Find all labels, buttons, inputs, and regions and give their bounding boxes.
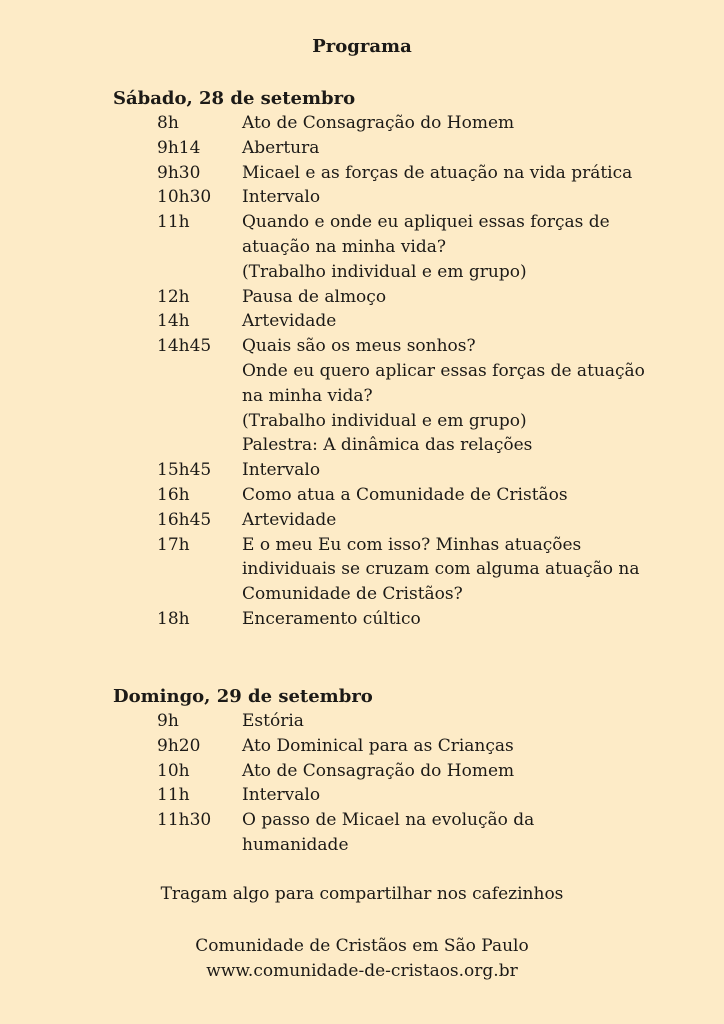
schedule-description-line: (Trabalho individual e em grupo): [242, 410, 527, 431]
schedule-description: [242, 783, 662, 808]
schedule-description: [242, 309, 662, 334]
schedule-item: [113, 161, 673, 186]
schedule-description-line: humanidade: [242, 834, 349, 855]
schedule-item: [113, 607, 673, 632]
schedule-item: [113, 334, 673, 458]
schedule-item: [113, 210, 673, 284]
schedule-description-line: Intervalo: [242, 460, 321, 481]
schedule-description: [242, 607, 662, 632]
day-section-sabado: [113, 86, 673, 632]
schedule-item: [113, 111, 673, 136]
schedule-description-line: (Trabalho individual e em grupo): [242, 261, 527, 282]
schedule-description: [242, 334, 662, 458]
schedule-time: 10h: [157, 760, 190, 781]
schedule-description-line: E o meu Eu com isso? Minhas atuações: [242, 534, 582, 555]
schedule-description: [242, 111, 662, 136]
schedule-item: [113, 783, 673, 808]
schedule-description: [242, 458, 662, 483]
schedule-item: [113, 533, 673, 607]
schedule-description-line: Micael e as forças de atuação na vida prática: [242, 162, 633, 183]
schedule-time: 16h45: [157, 509, 212, 530]
day-heading: Sábado, 28 de setembro: [113, 88, 356, 109]
schedule-item: [113, 285, 673, 310]
schedule-description: [242, 734, 662, 759]
schedule-description-line: Ato de Consagração do Homem: [242, 113, 515, 133]
schedule-description-line: O passo de Micael na evolução da: [242, 810, 535, 831]
schedule-description-line: Ato de Consagração do Homem: [242, 760, 515, 781]
page-title: Programa: [312, 36, 412, 57]
schedule-description: [242, 508, 662, 533]
schedule-description-line: Ato Dominical para as Crianças: [242, 735, 514, 756]
schedule-time: 9h14: [157, 137, 201, 158]
schedule-description-line: na minha vida?: [242, 385, 373, 406]
schedule-time: 16h: [157, 484, 190, 505]
schedule-description-line: atuação na minha vida?: [242, 236, 446, 257]
schedule-description-line: Pausa de almoço: [242, 286, 387, 307]
schedule-description-line: Comunidade de Cristãos?: [242, 584, 463, 605]
schedule-description: [242, 185, 662, 210]
schedule-description-line: Intervalo: [242, 187, 321, 208]
schedule-item: [113, 483, 673, 508]
schedule-description: [242, 210, 662, 284]
organization-name: Comunidade de Cristãos em São Paulo: [195, 936, 529, 956]
schedule-description: [242, 533, 662, 607]
schedule-description: [242, 709, 662, 734]
schedule-time: 14h45: [157, 336, 212, 357]
schedule-item: [113, 458, 673, 483]
schedule-time: 18h: [157, 608, 190, 629]
schedule-item: [113, 709, 673, 734]
schedule-item: [113, 136, 673, 161]
schedule-time: 15h45: [157, 460, 212, 481]
day-heading: Domingo, 29 de setembro: [113, 686, 373, 707]
schedule-time: 9h: [157, 711, 179, 731]
schedule-time: 14h: [157, 311, 190, 332]
schedule-time: 11h: [157, 212, 190, 233]
schedule-item: [113, 185, 673, 210]
website-text: www.comunidade-de-cristaos.org.br: [206, 960, 518, 981]
schedule-time: 10h30: [157, 187, 212, 208]
schedule-description: [242, 161, 662, 186]
schedule-description-line: individuais se cruzam com alguma atuação na: [242, 559, 640, 580]
schedule-item: [113, 508, 673, 533]
schedule-description-line: Onde eu quero aplicar essas forças de atuação: [242, 360, 645, 381]
schedule-description-line: Enceramento cúltico: [242, 608, 421, 629]
schedule-time: 12h: [157, 286, 190, 307]
coffee-note: Tragam algo para compartilhar nos cafezinhos: [160, 884, 564, 904]
schedule-time: 8h: [157, 113, 179, 133]
schedule-description-line: Quais são os meus sonhos?: [242, 336, 476, 357]
schedule-description: [242, 808, 662, 858]
schedule-description-line: Artevidade: [242, 311, 337, 332]
schedule-list: [113, 111, 673, 632]
schedule-description-line: Estória: [242, 711, 304, 731]
schedule-item: [113, 808, 673, 858]
schedule-item: [113, 759, 673, 784]
schedule-description-line: Palestra: A dinâmica das relações: [242, 435, 533, 456]
schedule-time: 9h30: [157, 162, 201, 183]
schedule-time: 17h: [157, 534, 190, 555]
schedule-description: [242, 285, 662, 310]
schedule-description-line: Artevidade: [242, 509, 337, 530]
schedule-list: [113, 709, 673, 858]
day-section-domingo: [113, 684, 673, 858]
schedule-description-line: Abertura: [242, 137, 320, 158]
schedule-description: [242, 759, 662, 784]
schedule-description: [242, 136, 662, 161]
schedule-item: [113, 734, 673, 759]
schedule-time: 11h30: [157, 810, 212, 831]
footer-contact: [0, 934, 724, 984]
schedule-description: [242, 483, 662, 508]
schedule-time: 11h: [157, 785, 190, 806]
schedule-description-line: Como atua a Comunidade de Cristãos: [242, 484, 568, 505]
schedule-description-line: Quando e onde eu apliquei essas forças de: [242, 212, 610, 233]
schedule-item: [113, 309, 673, 334]
schedule-description-line: Intervalo: [242, 785, 321, 806]
schedule-time: 9h20: [157, 735, 201, 756]
